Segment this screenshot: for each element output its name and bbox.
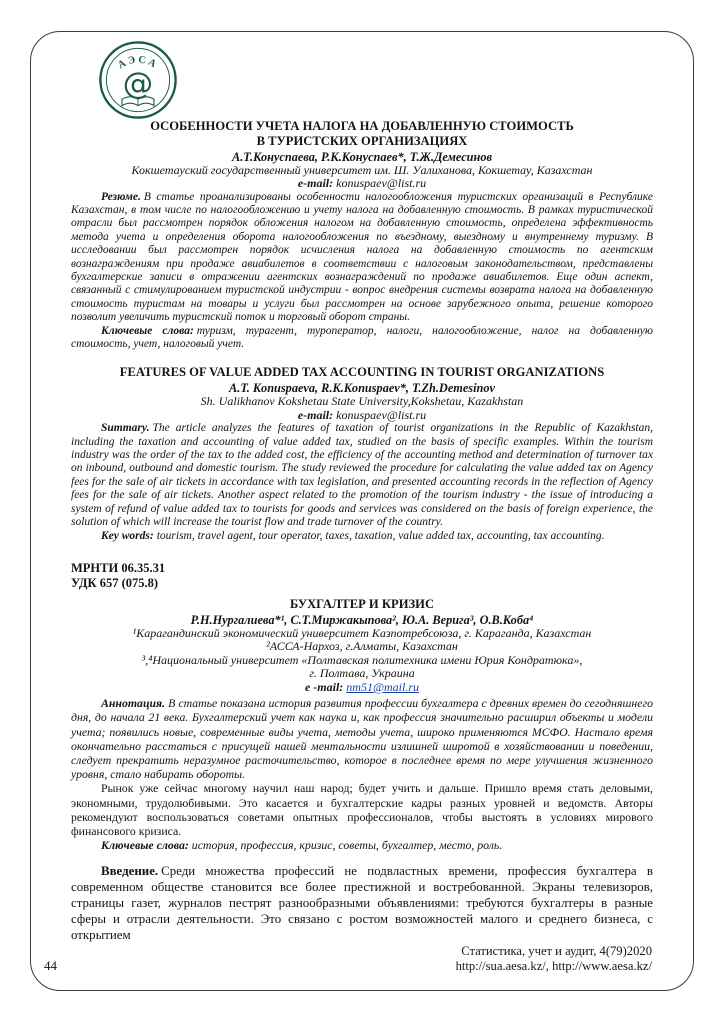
page-content xyxy=(71,119,653,943)
article1-keywords xyxy=(71,325,653,352)
introduction-label: Введение. xyxy=(101,864,159,879)
abstract-label: Аннотация. xyxy=(101,696,166,711)
email-link[interactable]: nm51@mail.ru xyxy=(346,679,420,694)
article2-abstract xyxy=(71,696,653,781)
article1-authors: А.Т.Конуспаева, Р.К.Конуспаев*, Т.Ж.Демесинов xyxy=(232,149,492,164)
article2-abstract-para2: Рынок уже сейчас многому научил наш народ; будет учить и дальше. Пришло время стать деловыми, экономными, трудолюбивыми. Это касается и бухгалтерские кадры разных уровней и ведомств. Авторы рекомендуют воспользоваться советами опытных профессионалов, чтобы выстоять в условиях мирового финансового кризиса. xyxy=(71,781,653,839)
keywords-text: туризм, турагент, туроператор, налоги, налогообложение, налог на добавленную стоимость, учет, налоговый учет. xyxy=(71,324,654,351)
aesa-logo xyxy=(98,40,178,120)
journal-title: Статистика, учет и аудит, 4(79)2020 xyxy=(461,944,652,958)
at-icon: @ xyxy=(122,66,154,102)
logo-acronym-text: АЭСА xyxy=(116,54,160,72)
journal-footer-block xyxy=(456,944,652,973)
spacer xyxy=(71,351,653,365)
keywords-label: Ключевые слова: xyxy=(101,838,189,853)
article2-affiliation-3: ³,⁴Национальный университет «Полтавская политехника имени Юрия Кондратюка», xyxy=(141,652,583,667)
introduction-text: Среди множества профессий не подвластных времени, профессия бухгалтера в современном обществе становится все более престижной и востребованной. Экраны телевизоров, страницы газет, журналов пестрят разнообразными объявлениями: требуются бухгалтеры в разные сферы и отрасли деятельности. Это связано с ростом возможностей малого и среднего бизнеса, с открытием xyxy=(71,864,653,942)
udk-code: УДК 657 (075.8) xyxy=(71,575,159,590)
article2-affiliation-4: г. Полтава, Украина xyxy=(309,666,415,681)
abstract-text: В статье показана история развития профессии бухгалтера с древних времен до сегодняшнего дня, до начала 21 века. Бухгалтерский учет как наука и, как профессия значительно расширил объекты и модели учета; появились новые, современные виды учета, методы учета, широко применяются МСФО. Настало время окончательно расстаться с присущей нашей ментальности излишней широтой в хозяйствовании и поведении, следует прекратить неразумное расточительство, которое в последнее время по мере улучшения жизненного уровня, стало набирать обороты. xyxy=(71,696,653,782)
article1-en-email-line xyxy=(71,409,653,423)
email-address: konuspaev@list.ru xyxy=(336,407,427,422)
aesa-logo-icon xyxy=(98,40,178,120)
spacer xyxy=(71,852,653,864)
article2-affiliation-1: ¹Карагандинский экономический университет Казпотребсоюза, г. Караганда, Казахстан xyxy=(132,625,592,640)
abstract-text: The article analyzes the features of taxation of tourist organizations in the Republic of Kazakhstan, including the taxation and accounting of value added tax, studied on the basis of specific examples. Within the tourism industry was the order of the tax to the added cost, the efficiency of the accounting method and determination of turnover tax on inbound, outbound and domestic tourism. The study reviewed the procedure for calculating the value added tax on Agency fees for the sale of air tickets in accordance with tax legislation, and presented accounting records in the reflection of Agency fees for the sale of air tickets. Another aspect related to the promotion of the tourism industry - the issue of introducing a system of refund of value added tax to tourists for goods and services was considered on the basis of foreign experience, the solution of which will increase the tourist flow and trade turnover of the country. xyxy=(71,422,653,529)
spacer xyxy=(71,543,653,561)
article1-en-affiliation: Sh. Ualikhanov Kokshetau State University,Kokshetau, Kazakhstan xyxy=(200,394,524,409)
journal-urls: http://sua.aesa.kz/, http://www.aesa.kz/ xyxy=(455,958,652,973)
mrnti-code: МРНТИ 06.35.31 xyxy=(71,560,166,575)
article1-en-keywords xyxy=(71,530,653,543)
article2-email-line xyxy=(71,681,653,695)
email-address: konuspaev@list.ru xyxy=(336,176,427,191)
article1-en-abstract xyxy=(71,422,653,529)
article2-keywords xyxy=(71,838,653,852)
email-label: e-mail: xyxy=(297,407,334,422)
page-footer xyxy=(44,944,652,973)
abstract-label: Summary. xyxy=(101,422,150,435)
keywords-text: tourism, travel agent, tour operator, taxes, taxation, value added tax, accounting, tax accounting. xyxy=(156,529,605,542)
email-label: e-mail: xyxy=(297,176,334,191)
article2-authors: Р.Н.Нургалиева*¹, С.Т.Миржакыпова², Ю.А. Верига³, О.В.Коба⁴ xyxy=(190,612,534,627)
article2-title: БУХГАЛТЕР И КРИЗИС xyxy=(289,596,435,611)
article1-abstract xyxy=(71,191,653,325)
article1-title-line2: В ТУРИСТСКИХ ОРГАНИЗАЦИЯХ xyxy=(256,133,468,148)
article1-email-line xyxy=(71,177,653,191)
page-number: 44 xyxy=(44,958,57,973)
article1-en-authors: A.T. Konuspaeva, R.K.Konuspaev*, T.Zh.Demesinov xyxy=(229,381,495,396)
keywords-label: Key words: xyxy=(101,529,154,542)
keywords-text: история, профессия, кризис, советы, бухгалтер, место, роль. xyxy=(191,838,503,853)
article2-affiliation-2: ²АССА-Нархоз, г.Алматы, Казахстан xyxy=(266,639,458,654)
article1-en-title: FEATURES OF VALUE ADDED TAX ACCOUNTING IN TOURIST ORGANIZATIONS xyxy=(119,365,605,380)
article1-affiliation: Кокшетауский государственный университет им. Ш. Уалиханова, Кокшетау, Казахстан xyxy=(131,162,593,177)
abstract-label: Резюме. xyxy=(101,190,141,203)
abstract-text: В статье проанализированы особенности налогообложения туристских организаций в Республике Казахстан, в том числе по налогообложению и учету налога на добавленную стоимость. В рамках туристической отрасли был рассмотрен порядок обложения налогом на добавленную стоимость, определена эффективность метода учета и определения оборота налогообложения по въездному, выездному и внутреннему туризму. В исследовании был рассмотрен порядок исчисления налога на добавленную стоимость по агентским вознаграждениям при продаже авиабилетов в соответствии с налоговым законодательством, представлены бухгалтерские записи в отражении агентских вознаграждений по продаже авиабилетов. Еще один аспект, связанный с стимулированием туристской индустрии - вопрос внедрения системы возврата налога на добавленную стоимость туристам на товары и услуги был рассмотрен на основе зарубежного опыта, решение которого позволит увеличить туристский поток и торговый оборот страны. xyxy=(71,190,653,324)
article2-introduction xyxy=(71,864,653,943)
email-label: e -mail: xyxy=(304,679,344,694)
keywords-label: Ключевые слова: xyxy=(101,324,194,337)
article1-title-line1: ОСОБЕННОСТИ УЧЕТА НАЛОГА НА ДОБАВЛЕННУЮ СТОИМОСТЬ xyxy=(150,119,574,133)
